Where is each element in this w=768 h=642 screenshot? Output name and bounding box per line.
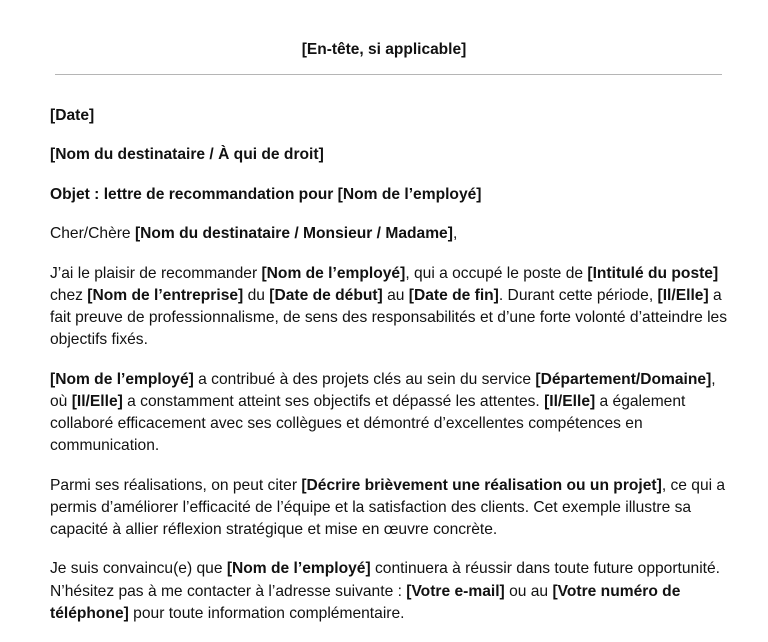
p4-text-3: ou au [504,582,553,600]
p2-text-3: a constamment atteint ses objectifs et dépassé les attentes. [122,392,545,410]
p2-text-4: a également collaboré efficacement avec ses collègues et démontré d’excellentes compétences en communication. [50,392,686,455]
p3-text-1: Parmi ses réalisations, on peut citer [50,476,302,494]
letter-subject: Objet : lettre de recommandation pour [Nom de l’employé] [50,185,482,203]
p1-text-4: du [243,286,270,304]
p3-achievement: [Décrire brièvement une réalisation ou un projet] [301,476,662,494]
p4-text-4: pour toute information complémentaire. [128,604,405,622]
p1-start-date: [Date de début] [269,286,383,304]
paragraph-achievements [50,475,730,542]
p2-pronoun-2: [Il/Elle] [544,392,596,410]
p1-end-date: [Date de fin] [408,286,499,304]
p1-text-3: chez [50,286,88,304]
salutation-name: [Nom du destinataire / Monsieur / Madame] [134,225,453,243]
p4-text-2: continuera à réussir dans toute future opportunité. N’hésitez pas à me contacter à l’adresse suivante : [50,560,721,600]
paragraph-intro [50,263,730,352]
p4-employee-name: [Nom de l’employé] [226,560,371,578]
p1-text-6: . Durant cette période, [498,286,658,304]
p4-text-1: Je suis convaincu(e) que [50,560,227,578]
paragraph-closing [50,558,730,625]
p1-job-title: [Intitulé du poste] [587,264,719,282]
paragraph-contributions [50,369,730,458]
letter-salutation [50,223,730,245]
p4-phone: [Votre numéro de téléphone] [50,582,681,622]
letter-date: [Date] [50,107,95,124]
p4-email: [Votre e-mail] [406,582,505,600]
header-divider [55,74,722,75]
p2-employee-name: [Nom de l’employé] [50,370,194,388]
letter-recipient: [Nom du destinataire / À qui de droit] [50,146,324,164]
p1-text-2: , qui a occupé le poste de [405,264,588,282]
p2-pronoun-1: [Il/Elle] [71,392,123,410]
p2-text-1: a contribué à des projets clés au sein du service [193,370,536,388]
p3-text-2: , ce qui a permis d’améliorer l’efficacité de l’équipe et la satisfaction des clients. Cet exemple illustre sa capacité à allier réflexion stratégique et mise en œuvre concrète. [50,476,726,538]
p1-text-1: J’ai le plaisir de recommander [50,264,262,282]
p1-text-5: au [382,286,409,304]
p1-company-name: [Nom de l’entreprise] [87,286,244,304]
p1-pronoun: [Il/Elle] [657,286,709,304]
p1-text-7: a fait preuve de professionnalisme, de sens des responsabilités et d’une forte volonté d’atteindre les objectifs fixés. [50,286,728,349]
letter-header: [En-tête, si applicable] [301,41,467,58]
salutation-prefix: Cher/Chère [50,225,135,243]
letter-body [50,105,730,642]
p2-department: [Département/Domaine] [535,370,712,388]
salutation-suffix: , [452,225,458,243]
p2-text-2: , où [50,370,716,410]
p1-employee-name: [Nom de l’employé] [261,264,406,282]
